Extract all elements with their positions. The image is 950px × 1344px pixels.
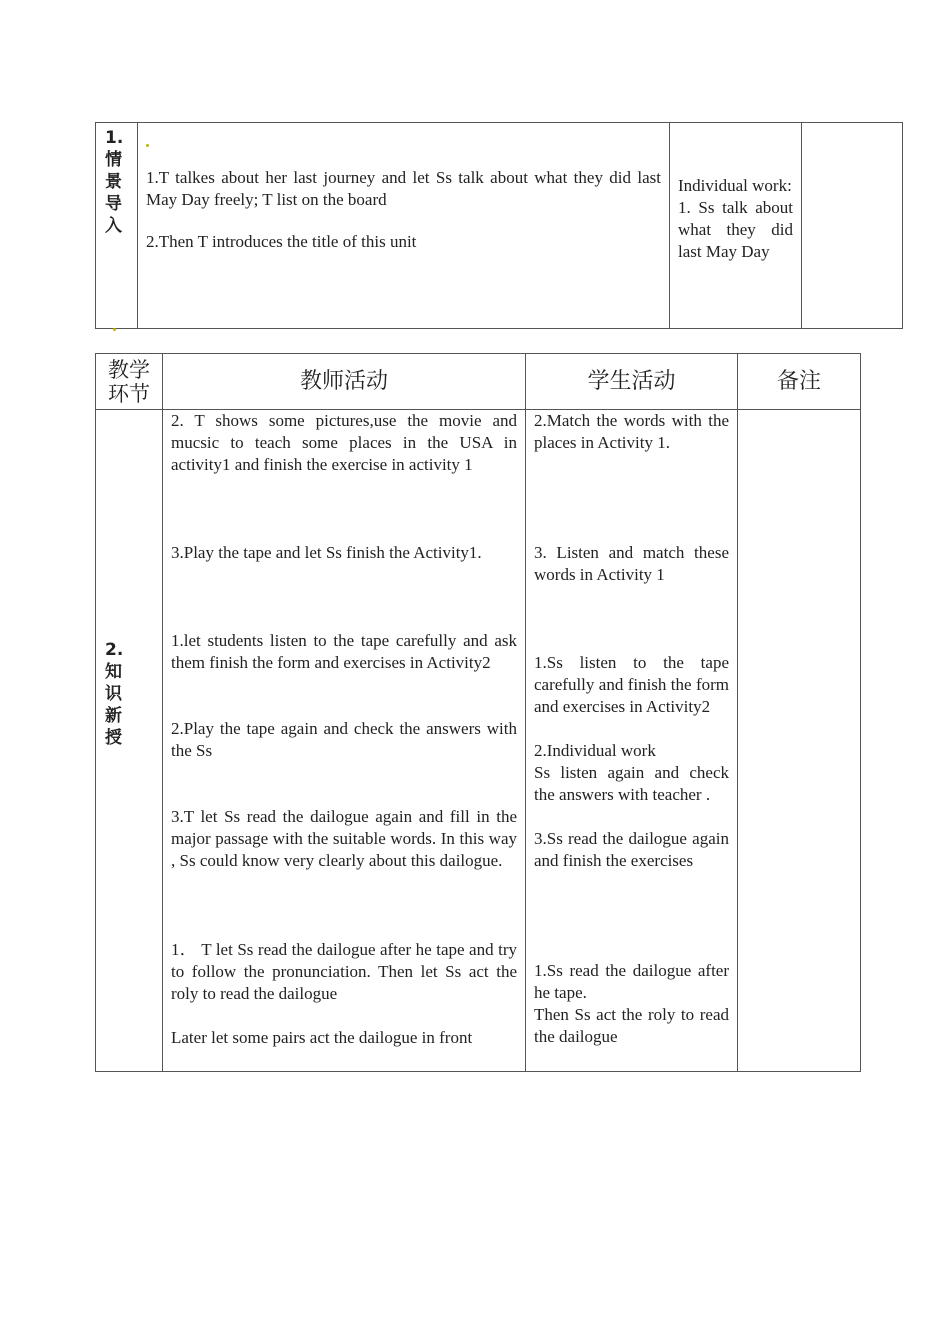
lesson-table-2 xyxy=(95,353,861,1072)
student-activity-text: 3.Ss read the dailogue again and finish the exercises xyxy=(534,829,729,870)
teacher-activity-text: 2.Then T introduces the title of this unit xyxy=(146,232,417,251)
teacher-activity-cell xyxy=(163,410,526,1072)
stage-label: 1.情景导入 xyxy=(105,128,124,236)
stage-cell xyxy=(96,410,163,1072)
teacher-activity-text: 1.T talkes about her last journey and let Ss talk about what they did last May Day freely; T list on the board xyxy=(146,168,661,209)
decorative-dot xyxy=(113,328,116,331)
header-remarks: 备注 xyxy=(738,354,861,410)
student-activity-text: 1. Ss talk about what they did last May Day xyxy=(678,198,793,261)
teacher-activity-text: Later let some pairs act the dailogue in front xyxy=(171,1028,473,1047)
stage-cell xyxy=(96,123,138,329)
teacher-activity-text: 3.Play the tape and let Ss finish the Activity1. xyxy=(171,543,482,562)
teacher-activity-text: 1.let students listen to the tape carefully and ask them finish the form and exercises in Activity2 xyxy=(171,631,517,672)
student-activity-text: Ss listen again and check the answers with teacher . xyxy=(534,763,729,804)
student-activity-text: Then Ss act the roly to read the dailogue xyxy=(534,1005,729,1046)
teacher-activity-text: 3.T let Ss read the dailogue again and fill in the major passage with the suitable words. In this way , Ss could know very clearly about this dailogue. xyxy=(171,807,517,870)
student-activity-title: Individual work: xyxy=(678,176,792,195)
lesson-table-1 xyxy=(95,122,903,329)
teacher-activity-text: 2.Play the tape again and check the answers with the Ss xyxy=(171,719,517,760)
decorative-dot xyxy=(146,144,149,147)
student-activity-text: 3. Listen and match these words in Activity 1 xyxy=(534,543,729,584)
teacher-activity-text: 1． T let Ss read the dailogue after he tape and try to follow the pronunciation. Then let Ss act the roly to read the dailogue xyxy=(171,940,517,1003)
student-activity-text: 1.Ss listen to the tape carefully and finish the form and exercises in Activity2 xyxy=(534,653,729,716)
header-stage: 教学环节 xyxy=(96,354,163,410)
header-teacher-activity: 教师活动 xyxy=(163,354,526,410)
teacher-activity-text: 2. T shows some pictures,use the movie and mucsic to teach some places in the USA in activity1 and finish the exercise in activity 1 xyxy=(171,411,517,474)
remarks-cell xyxy=(802,123,903,329)
student-activity-cell xyxy=(670,123,802,329)
stage-label: 2.知识新授 xyxy=(105,640,124,748)
student-activity-text: 1.Ss read the dailogue after he tape. xyxy=(534,961,729,1002)
student-activity-cell xyxy=(526,410,738,1072)
remarks-cell xyxy=(738,410,861,1072)
header-student-activity: 学生活动 xyxy=(526,354,738,410)
student-activity-text: 2.Match the words with the places in Activity 1. xyxy=(534,411,729,452)
teacher-activity-cell xyxy=(138,123,670,329)
student-activity-text: 2.Individual work xyxy=(534,741,656,760)
